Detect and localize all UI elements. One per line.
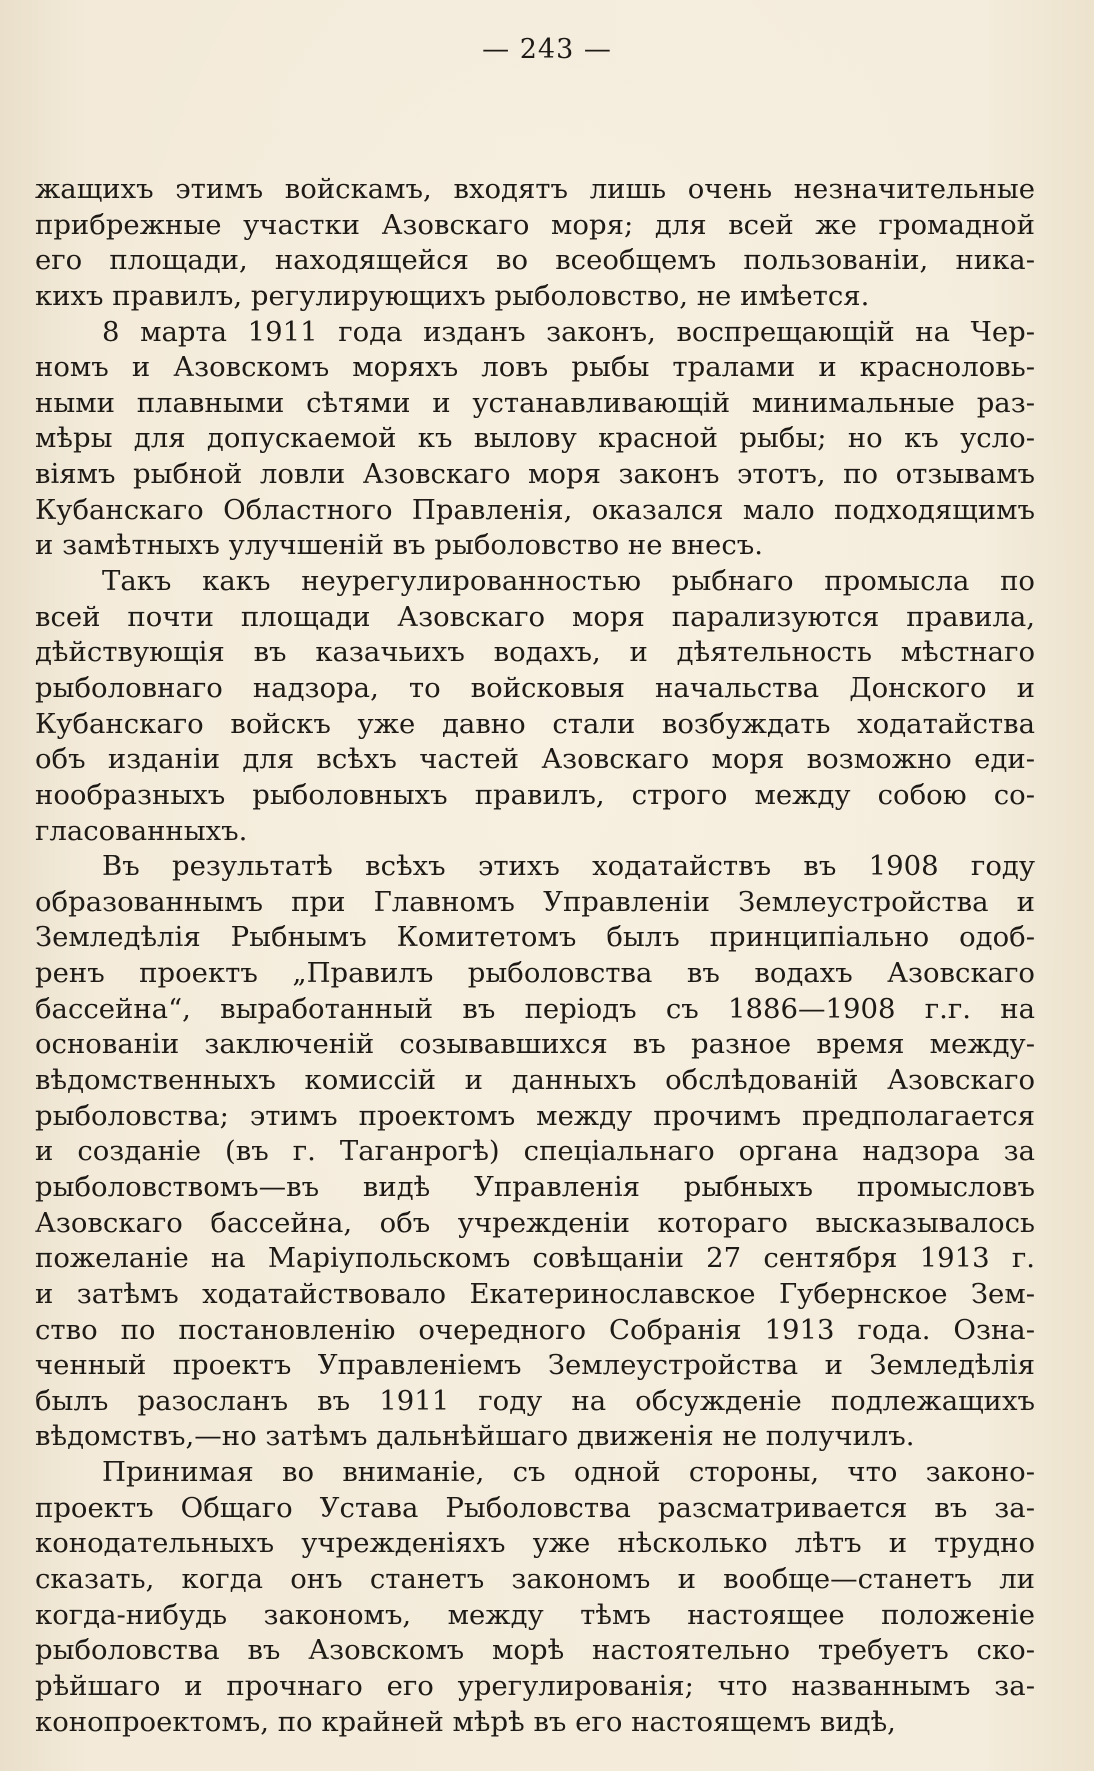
text-line: былъ разосланъ въ 1911 году на обсужденіе подлежащихъ: [35, 1384, 1035, 1417]
text-line: рыболовства; этимъ проектомъ между прочимъ предполагается: [35, 1099, 1035, 1132]
text-line: ченный проектъ Управленіемъ Землеустройства и Земледѣлія: [35, 1349, 1035, 1382]
paragraph: [35, 315, 1035, 564]
paragraph: [35, 564, 1035, 849]
text-line: кихъ правилъ, регулирующихъ рыболовство, не имѣется.: [35, 279, 870, 312]
text-line: Въ результатѣ всѣхъ этихъ ходатайствъ въ 1908 году: [102, 850, 1035, 883]
text-line: и затѣмъ ходатайствовало Екатеринославское Губернское Зем-: [35, 1277, 1035, 1310]
paragraph: [35, 849, 1035, 1455]
text-line: дѣйствующія въ казачьихъ водахъ, и дѣятельность мѣстнаго: [35, 636, 1035, 669]
text-line: гласованныхъ.: [35, 814, 248, 847]
text-line: ренъ проектъ „Правилъ рыболовства въ водахъ Азовскаго: [35, 957, 1035, 990]
text-line: віямъ рыбной ловли Азовскаго моря законъ этотъ, по отзывамъ: [35, 458, 1035, 491]
text-line: объ изданіи для всѣхъ частей Азовскаго моря возможно еди-: [35, 743, 1035, 776]
text-line: конодательныхъ учрежденіяхъ уже нѣсколько лѣтъ и трудно: [35, 1527, 1035, 1560]
text-line: рыболовства въ Азовскомъ морѣ настоятельно требуетъ ско-: [35, 1634, 1035, 1667]
text-line: и созданіе (въ г. Таганрогѣ) спеціальнаго органа надзора за: [35, 1135, 1035, 1168]
text-line: 8 марта 1911 года изданъ законъ, воспрещающій на Чер-: [102, 315, 1035, 348]
text-line: сказать, когда онъ станетъ закономъ и вообще—станетъ ли: [35, 1562, 1035, 1595]
text-line: нообразныхъ рыболовныхъ правилъ, строго между собою со-: [35, 778, 1035, 811]
text-line: вѣдомствъ,—но затѣмъ дальнѣйшаго движенія не получилъ.: [35, 1420, 915, 1453]
text-line: основаніи заключеній созывавшихся въ разное время между-: [35, 1028, 1035, 1061]
body-text: [35, 172, 1035, 1740]
text-line: рыболовствомъ—въ видѣ Управленія рыбныхъ промысловъ: [35, 1170, 1035, 1203]
text-line: номъ и Азовскомъ моряхъ ловъ рыбы тралами и красноловь-: [35, 351, 1035, 384]
text-line: образованнымъ при Главномъ Управленіи Землеустройства и: [35, 885, 1035, 918]
text-line: ство по постановленію очередного Собранія 1913 года. Озна-: [35, 1313, 1035, 1346]
text-line: мѣры для допускаемой къ вылову красной рыбы; но къ усло-: [35, 422, 1035, 455]
text-line: бассейна“, выработанный въ періодъ съ 1886—1908 г.г. на: [35, 992, 1035, 1025]
text-line: вѣдомственныхъ комиссій и данныхъ обслѣдованій Азовскаго: [35, 1064, 1035, 1097]
text-line: пожеланіе на Маріупольскомъ совѣщаніи 27 сентября 1913 г.: [35, 1242, 1035, 1275]
text-line: рыболовнаго надзора, то войсковыя начальства Донского и: [35, 671, 1035, 704]
text-line: его площади, находящейся во всеобщемъ пользованіи, ника-: [35, 244, 1035, 277]
text-line: прибрежные участки Азовскаго моря; для всей же громадной: [35, 208, 1035, 241]
text-line: Кубанскаго Областного Правленія, оказался мало подходящимъ: [35, 493, 1035, 526]
paragraph: [35, 1455, 1035, 1740]
text-line: Такъ какъ неурегулированностью рыбнаго промысла по: [102, 565, 1035, 598]
text-line: конопроектомъ, по крайней мѣрѣ въ его настоящемъ видѣ,: [35, 1705, 896, 1738]
text-line: Принимая во вниманіе, съ одной стороны, что законо-: [102, 1456, 1035, 1489]
text-line: всей почти площади Азовскаго моря парализуются правила,: [35, 600, 1035, 633]
page-number: — 243 —: [482, 34, 612, 65]
text-line: Кубанскаго войскъ уже давно стали возбуждать ходатайства: [35, 707, 1035, 740]
text-line: проектъ Общаго Устава Рыболовства разсматривается въ за-: [35, 1491, 1035, 1524]
text-line: ными плавными сѣтями и устанавливающій минимальные раз-: [35, 386, 1035, 419]
text-line: Земледѣлія Рыбнымъ Комитетомъ былъ принципіально одоб-: [35, 921, 1035, 954]
text-line: когда-нибудь закономъ, между тѣмъ настоящее положеніе: [35, 1598, 1035, 1631]
paragraph: [35, 172, 1035, 315]
text-line: Азовскаго бассейна, объ учрежденіи котораго высказывалось: [35, 1206, 1035, 1239]
text-line: рѣйшаго и прочнаго его урегулированія; что названнымъ за-: [35, 1669, 1035, 1702]
text-line: жащихъ этимъ войскамъ, входятъ лишь очень незначительные: [35, 173, 1035, 205]
text-line: и замѣтныхъ улучшеній въ рыболовство не внесъ.: [35, 529, 763, 562]
